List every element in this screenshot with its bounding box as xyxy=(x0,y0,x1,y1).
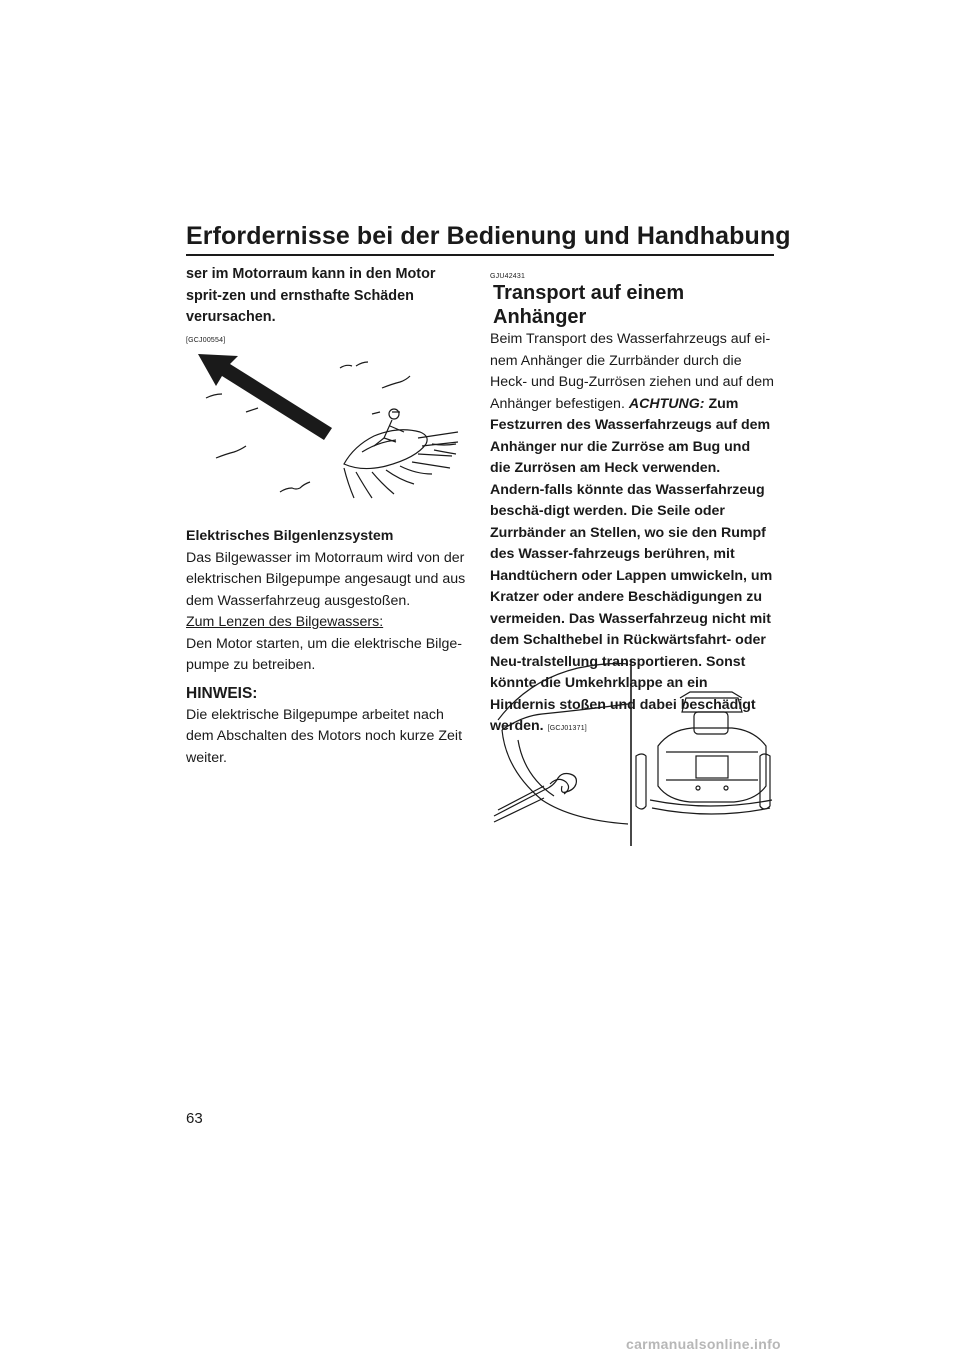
page-header-title: Erfordernisse bei der Bedienung und Handhabung xyxy=(186,222,791,250)
bilge-instruction-heading: Zum Lenzen des Bilgewassers: xyxy=(186,614,384,630)
header-rule xyxy=(186,254,774,256)
bilge-paragraph: Das Bilgewasser im Motorraum wird von der elektrischen Bilgepumpe angesaugt und aus dem Wasserfahrzeug ausgestoßen. xyxy=(186,549,466,609)
watermark-brand: carmanualsonline.info xyxy=(626,1336,781,1352)
left-column xyxy=(186,264,468,346)
caution-code: [GCJ00554] xyxy=(186,336,226,344)
section-title: Transport auf einem Anhänger xyxy=(493,282,685,328)
hinweis-label: HINWEIS: xyxy=(186,684,258,702)
bilge-instruction-text: Den Motor starten, um die elektrische Bilge-pumpe zu betreiben. xyxy=(186,635,462,673)
left-column-body xyxy=(186,526,468,769)
jetski-jump-arrow-illustration xyxy=(186,340,471,510)
hinweis-text: Die elektrische Bilgepumpe arbeitet nach dem Abschalten des Motors noch kurze Zeit weiter. xyxy=(186,706,463,766)
bilge-subheading: Elektrisches Bilgenlenzsystem xyxy=(186,528,394,544)
caution-code-2: [GCJ01371] xyxy=(547,725,587,732)
page-number: 63 xyxy=(186,1110,203,1127)
achtung-text: Zum Festzurren des Wasserfahrzeugs auf dem Anhänger nur die Zurröse am Bug und die Zurrösen am Heck verwenden. Andern-falls könnte das Wasserfahrzeug beschä-digt werden. Die Seile oder Zurrbänder an Stellen, wo sie den Rumpf des Wasser-fahrzeugs berühren, mit Handtüchern oder Lappen umwickeln, um Kratzer oder andere Beschädigungen zu vermeiden. Das Wasserfahrzeug nicht mit dem Schalthebel in Rückwärtsfahrt- oder Neu-tralstellung transportieren. Sonst könnte die Umkehrklappe an ein Hindernis stoßen und dabei beschädigt werden. xyxy=(490,395,773,734)
transport-text: Beim Transport des Wasserfahrzeugs auf ei-nem Anhänger die Zurrbänder durch die Heck- und Bug-Zurrösen ziehen und auf dem Anhänger befestigen. xyxy=(490,331,774,412)
bow-eye-and-stern-view-illustration xyxy=(490,660,774,850)
achtung-label: ACHTUNG: xyxy=(628,395,705,412)
intro-warning-text: ser im Motorraum kann in den Motor sprit-zen und ernsthafte Schäden verursachen. xyxy=(186,266,436,325)
section-code: GJU42431 xyxy=(490,273,526,280)
